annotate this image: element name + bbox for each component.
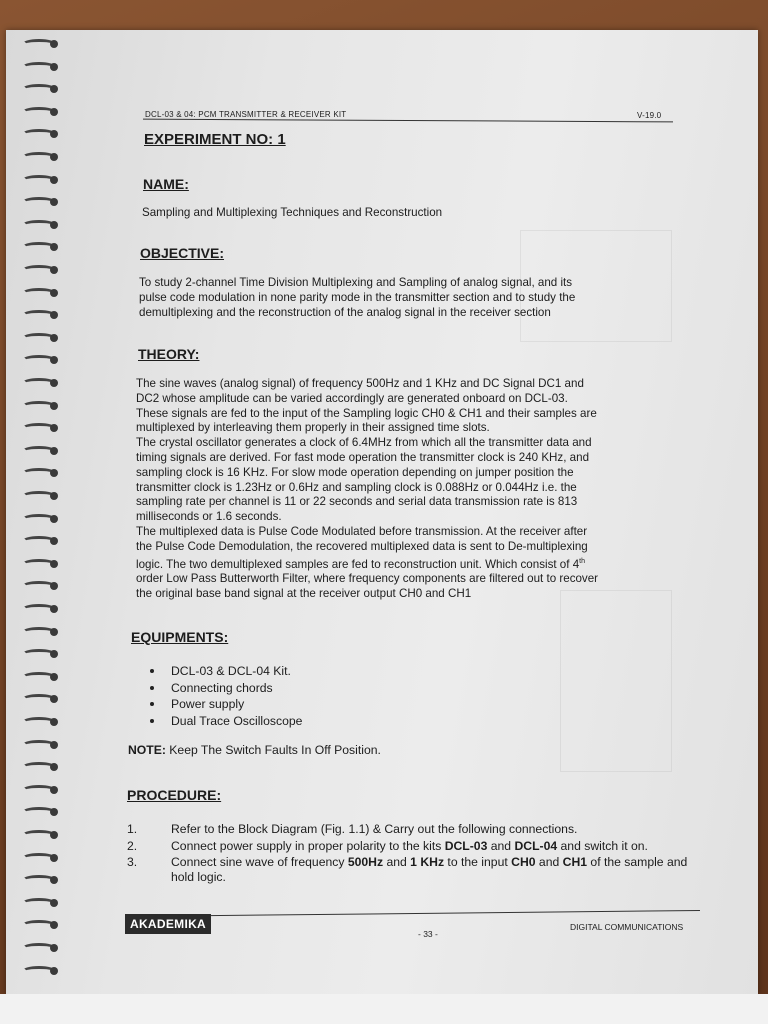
step-text-fragment: Refer to the Block Diagram (Fig. 1.1) & Carry out the following connections. <box>171 822 578 836</box>
footer-subject: DIGITAL COMMUNICATIONS <box>570 922 684 932</box>
theory-line: logic. The two demultiplexed samples are fed to reconstruction unit. Which consist of 4th <box>136 557 585 571</box>
header-version: V-19.0 <box>637 111 662 120</box>
theory-line: These signals are fed to the input of the Sampling logic CH0 & CH1 and their samples are <box>136 406 597 420</box>
footer-rule <box>125 910 700 917</box>
theory-line: The crystal oscillator generates a clock of 6.4MHz from which all the transmitter data and <box>136 436 592 450</box>
list-item <box>150 713 302 730</box>
objective-line: demultiplexing and the reconstruction of the analog signal in the receiver section <box>139 305 551 319</box>
theory-line: DC2 whose amplitude can be varied accordingly are generated onboard on DCL-03. <box>136 391 568 405</box>
step-text <box>171 839 648 854</box>
step-text <box>171 855 705 884</box>
header-kit-title: DCL-03 & 04: PCM TRANSMITTER & RECEIVER KIT <box>145 110 347 119</box>
name-heading: NAME: <box>143 176 189 192</box>
theory-paragraph <box>136 377 598 602</box>
akademika-logo: AKADEMIKA <box>125 914 211 934</box>
note-label: NOTE: <box>128 743 166 757</box>
step-text-fragment: and <box>535 855 563 869</box>
theory-line: order Low Pass Butterworth Filter, where frequency components are filtered out to recover <box>136 572 599 586</box>
bold-term: 500Hz <box>347 855 384 869</box>
step-text <box>171 822 577 837</box>
procedure-step <box>127 855 705 884</box>
step-number: 3. <box>127 855 138 869</box>
list-item <box>150 696 302 713</box>
procedure-heading: PROCEDURE: <box>127 787 222 803</box>
objective-heading: OBJECTIVE: <box>140 245 225 261</box>
step-text-fragment: and <box>487 838 515 853</box>
theory-line: sampling clock is 16 KHz. For slow mode operation depending on jumper position the <box>136 465 574 479</box>
bold-term: CH1 <box>562 855 588 869</box>
page-number: - 33 - <box>418 929 438 939</box>
note <box>128 743 381 758</box>
equipments-heading: EQUIPMENTS: <box>131 629 229 645</box>
procedure-steps <box>127 822 705 886</box>
procedure-step <box>127 822 705 837</box>
objective-line: pulse code modulation in none parity mode in the transmitter section and to study the <box>139 290 576 304</box>
step-text-fragment: to the input <box>444 855 512 869</box>
theory-line: multiplexed by interleaving them properly in their assigned time slots. <box>136 421 490 435</box>
list-item <box>150 663 302 680</box>
bold-term: DCL-03 <box>444 838 488 853</box>
step-text-fragment: and <box>383 855 411 869</box>
bold-term: CH0 <box>511 855 536 869</box>
step-text-fragment: and switch it on. <box>557 838 648 853</box>
step-text-fragment: Connect sine wave of frequency <box>171 855 348 869</box>
procedure-step <box>127 839 705 854</box>
theory-line: transmitter clock is 1.23Hz or 0.6Hz and sampling clock is 0.088Hz or 0.044Hz i.e. the <box>136 480 577 494</box>
bold-term: 1 KHz <box>410 855 445 869</box>
name-text: Sampling and Multiplexing Techniques and Reconstruction <box>142 206 443 219</box>
bullet-icon <box>150 702 154 706</box>
list-item-text: Power supply <box>171 697 245 712</box>
theory-line: timing signals are derived. For fast mode operation the transmitter clock is 240 KHz, and <box>136 450 590 464</box>
step-text-fragment: Connect power supply in proper polarity to the kits <box>171 838 445 853</box>
list-item-text: Dual Trace Oscilloscope <box>171 713 303 728</box>
bold-term: DCL-04 <box>514 838 558 853</box>
list-item <box>150 680 302 697</box>
objective-line: To study 2-channel Time Division Multiplexing and Sampling of analog signal, and its <box>139 276 573 289</box>
bullet-icon <box>150 669 154 673</box>
step-number: 2. <box>127 838 138 853</box>
step-number: 1. <box>127 822 138 836</box>
note-text: Keep The Switch Faults In Off Position. <box>165 743 381 757</box>
step-text-fragment: of the sample and hold logic. <box>171 855 688 884</box>
theory-line: milliseconds or 1.6 seconds. <box>136 510 282 524</box>
theory-line: The sine waves (analog signal) of frequency 500Hz and 1 KHz and DC Signal DC1 and <box>136 377 584 390</box>
superscript: th <box>579 557 585 565</box>
equipment-list <box>150 663 302 729</box>
header-rule <box>143 119 673 123</box>
objective-paragraph <box>139 276 575 320</box>
theory-line: sampling rate per channel is 11 or 22 seconds and serial data transmission rate is 813 <box>136 495 578 509</box>
theory-line: the Pulse Code Demodulation, the recovered multiplexed data is sent to De-multiplexing <box>136 539 588 553</box>
theory-line: The multiplexed data is Pulse Code Modulated before transmission. At the receiver after <box>136 524 588 538</box>
theory-line: the original base band signal at the receiver output CH0 and CH1 <box>136 587 472 601</box>
theory-heading: THEORY: <box>138 346 200 362</box>
experiment-title: EXPERIMENT NO: 1 <box>144 131 286 148</box>
bullet-icon <box>150 719 154 723</box>
bullet-icon <box>150 686 154 690</box>
list-item-text: DCL-03 & DCL-04 Kit. <box>171 664 291 678</box>
list-item-text: Connecting chords <box>171 680 273 695</box>
